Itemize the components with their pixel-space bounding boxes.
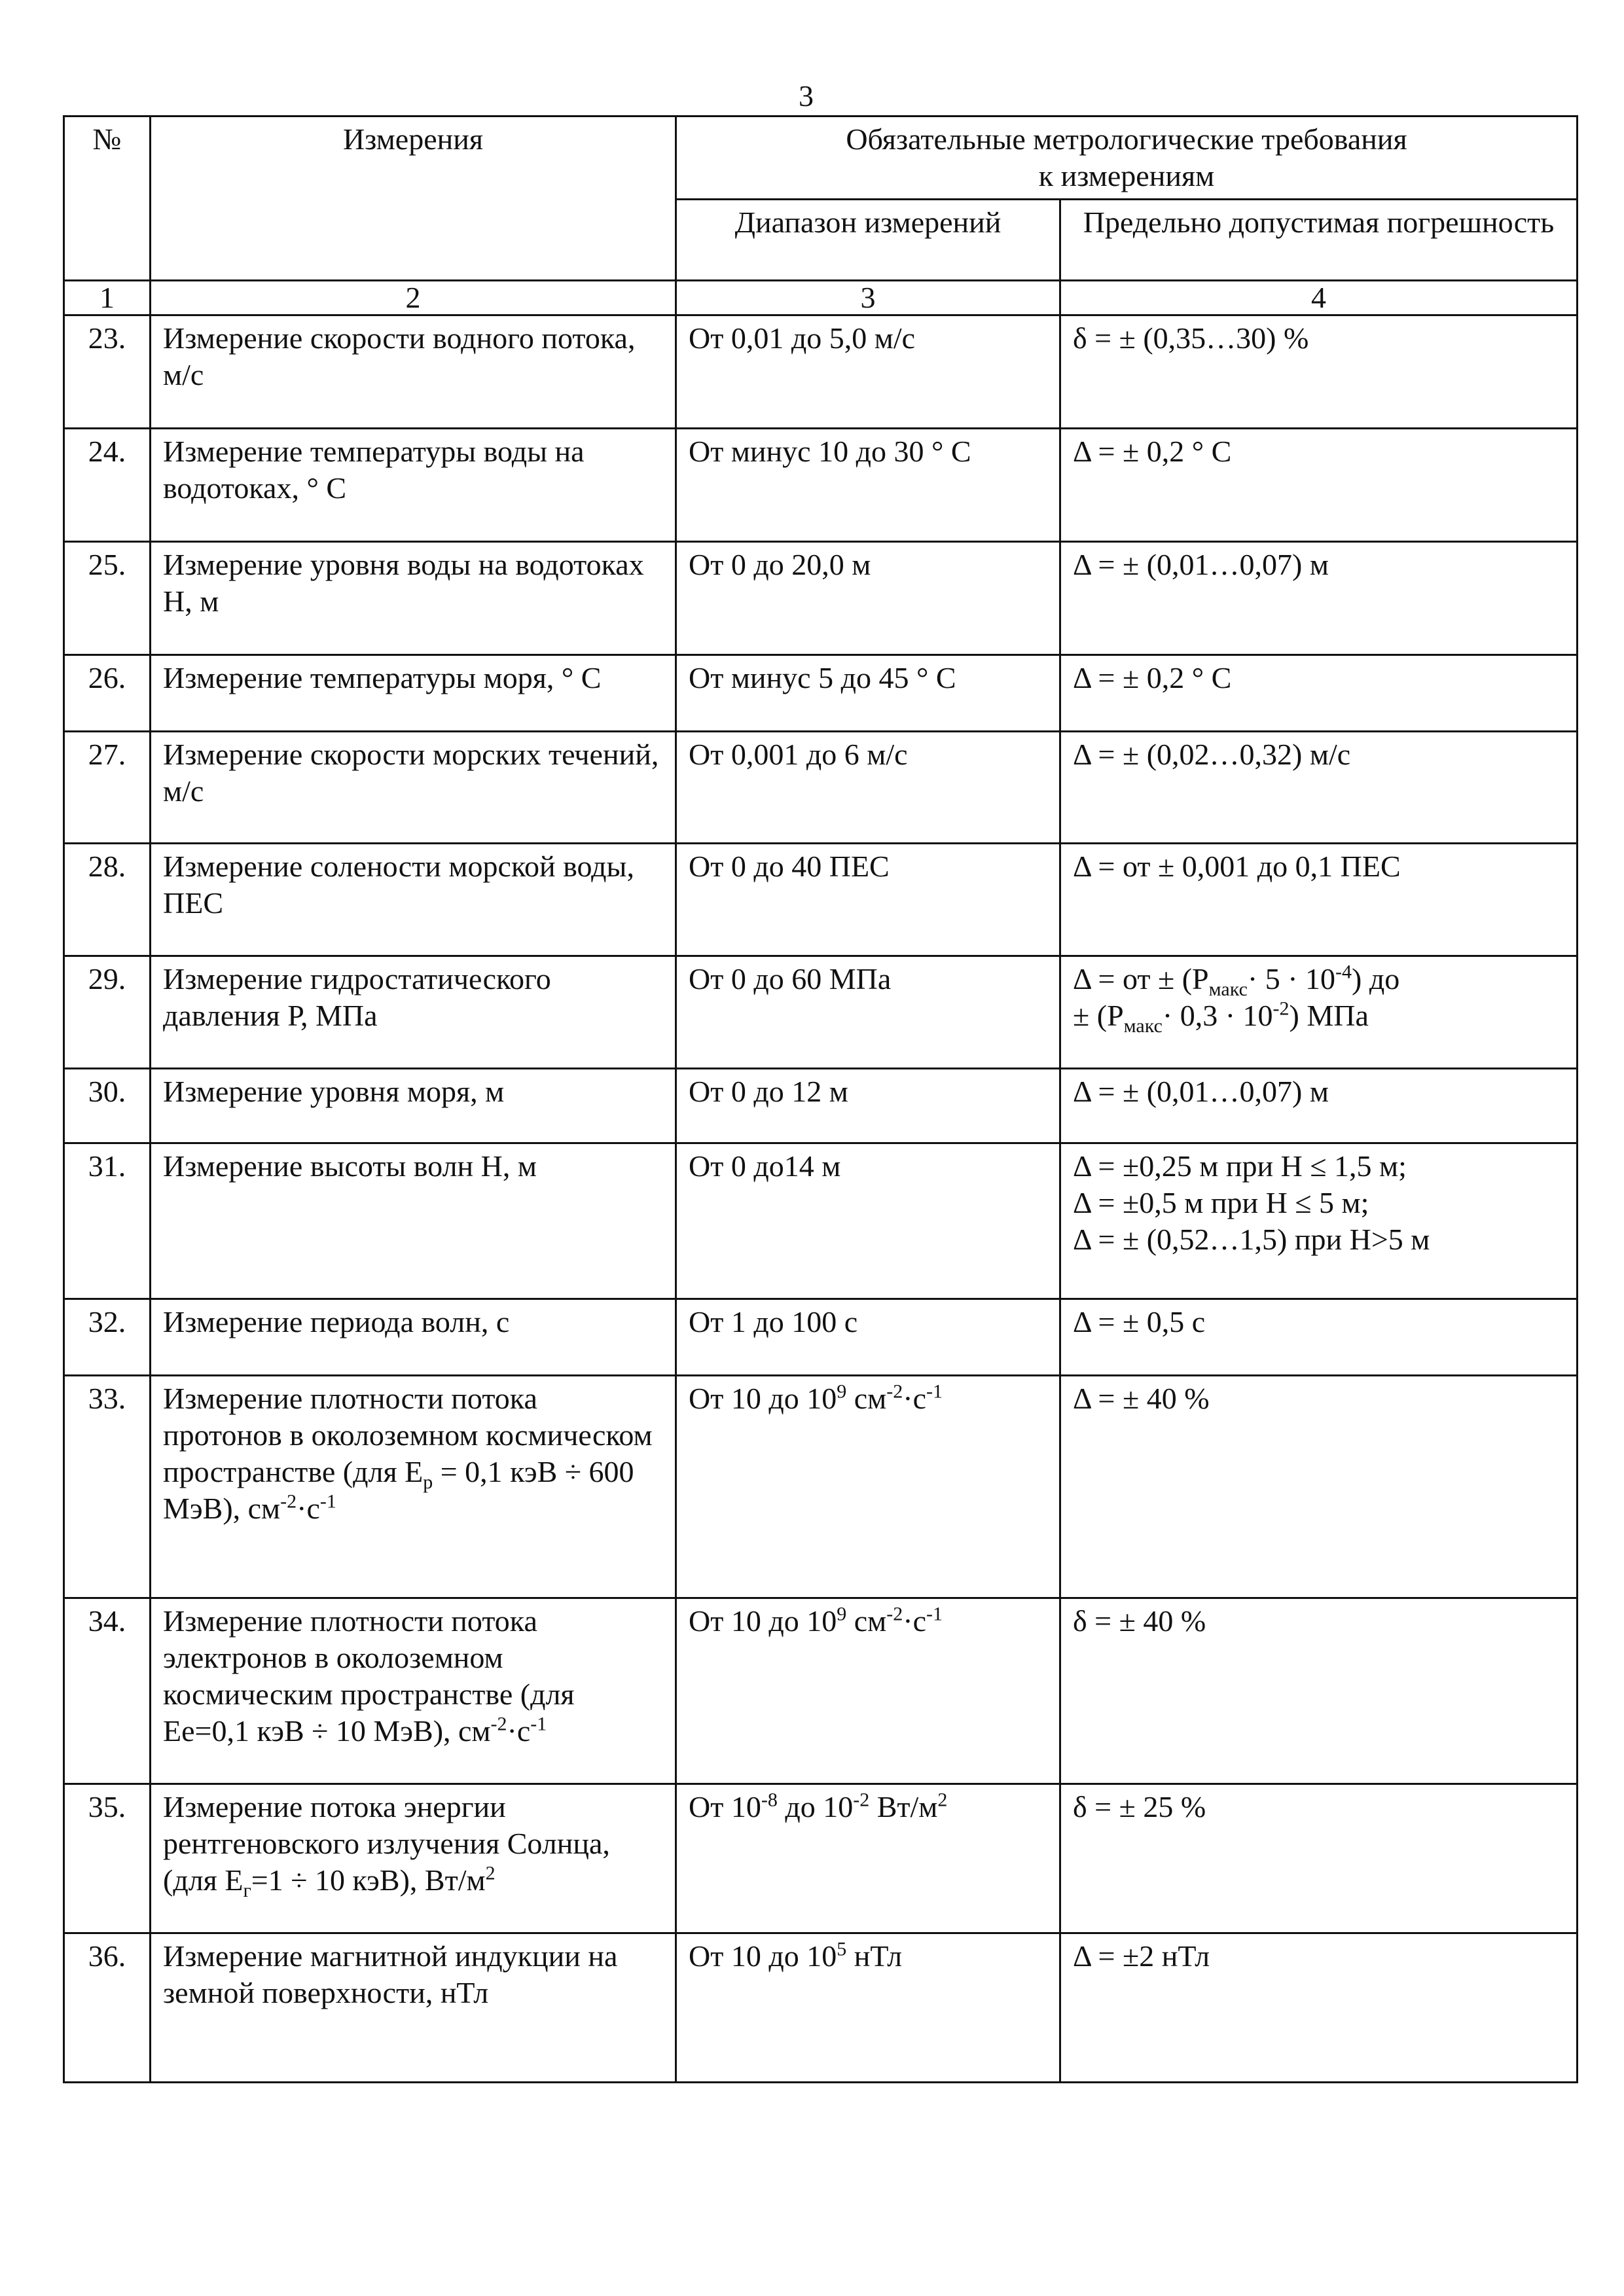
error-line: Δ = ±0,25 м при Н ≤ 1,5 м;: [1073, 1149, 1407, 1183]
superscript: -2: [280, 1490, 297, 1513]
table-row: [64, 732, 1578, 844]
superscript: 2: [937, 1789, 948, 1811]
error-line: [1073, 997, 1564, 1037]
header-range: Диапазон измерений: [676, 200, 1060, 281]
row-number: 24.: [64, 429, 151, 542]
error-cell: [1060, 1143, 1578, 1299]
error-cell: Δ = ± 0,2 ° С: [1060, 429, 1578, 542]
error-text: · 0,3 · 10: [1162, 999, 1273, 1032]
measurement-cell: Измерение уровня моря, м: [151, 1069, 676, 1143]
superscript: 5: [837, 1938, 847, 1960]
range-cell: От минус 5 до 45 ° С: [676, 655, 1060, 732]
measurement-cell: Измерение температуры моря, ° С: [151, 655, 676, 732]
error-line: Δ = ±0,5 м при Н ≤ 5 м;: [1073, 1186, 1369, 1219]
header-requirements-line1: Обязательные метрологические требования: [846, 122, 1407, 156]
measurement-text: ·с: [297, 1492, 320, 1525]
range-cell: [676, 1784, 1060, 1933]
row-number: 28.: [64, 844, 151, 956]
range-text: От 10 до 10: [689, 1604, 837, 1638]
row-number: 30.: [64, 1069, 151, 1143]
row-number: 29.: [64, 956, 151, 1069]
range-cell: От 0 до 20,0 м: [676, 542, 1060, 655]
row-number: 33.: [64, 1376, 151, 1598]
row-number: 36.: [64, 1933, 151, 2083]
superscript: -1: [926, 1380, 943, 1403]
range-cell: От 1 до 100 с: [676, 1299, 1060, 1376]
table-row: [64, 1598, 1578, 1784]
measurement-cell: Измерение магнитной индукции на земной поверхности, нТл: [151, 1933, 676, 2083]
superscript: -4: [1335, 961, 1352, 983]
superscript: 9: [837, 1603, 847, 1625]
range-text: до 10: [777, 1790, 854, 1823]
measurement-text: ·с: [507, 1714, 531, 1748]
superscript: 9: [837, 1380, 847, 1403]
measurement-cell: Измерение уровня воды на водотоках Н, м: [151, 542, 676, 655]
row-number: 31.: [64, 1143, 151, 1299]
range-cell: От 0,001 до 6 м/с: [676, 732, 1060, 844]
range-cell: От 0,01 до 5,0 м/с: [676, 315, 1060, 429]
measurement-text: = 0,1 кэВ ÷ 600 МэВ), см: [163, 1455, 634, 1525]
table-row: [64, 542, 1578, 655]
error-cell: Δ = от ± 0,001 до 0,1 ПЕС: [1060, 844, 1578, 956]
superscript: -2: [886, 1380, 903, 1403]
row-number: 26.: [64, 655, 151, 732]
range-cell: От 0 до 12 м: [676, 1069, 1060, 1143]
subscript: р: [423, 1471, 433, 1494]
error-line: Δ = ± (0,52…1,5) при Н>5 м: [1073, 1223, 1430, 1256]
page-number: 3: [799, 79, 814, 113]
error-cell: Δ = ±2 нТл: [1060, 1933, 1578, 2083]
column-number: 2: [151, 281, 676, 315]
table-row: [64, 1069, 1578, 1143]
header-no: №: [64, 117, 151, 281]
table-row: [64, 1143, 1578, 1299]
error-cell: Δ = ± (0,01…0,07) м: [1060, 1069, 1578, 1143]
measurement-cell: Измерение солености морской воды, ПЕС: [151, 844, 676, 956]
header-requirements: [676, 117, 1578, 200]
measurement-cell: Измерение гидростатического давления Р, МПа: [151, 956, 676, 1069]
subscript: г: [243, 1880, 251, 1902]
row-number: 25.: [64, 542, 151, 655]
superscript: -1: [530, 1713, 547, 1735]
range-text: см: [846, 1382, 887, 1415]
table-row: [64, 1933, 1578, 2083]
error-text: ) МПа: [1289, 999, 1369, 1032]
row-number: 23.: [64, 315, 151, 429]
superscript: 2: [485, 1862, 496, 1884]
superscript: -8: [761, 1789, 778, 1811]
range-cell: [676, 1933, 1060, 2083]
superscript: -1: [926, 1603, 943, 1625]
error-cell: [1060, 956, 1578, 1069]
error-cell: δ = ± (0,35…30) %: [1060, 315, 1578, 429]
column-number: 4: [1060, 281, 1578, 315]
error-text: ) до: [1352, 962, 1400, 996]
range-text: От 10: [689, 1790, 761, 1823]
error-text: Δ = от ± (Р: [1073, 962, 1209, 996]
table-row: [64, 844, 1578, 956]
superscript: -2: [1272, 997, 1290, 1020]
measurement-cell: Измерение высоты волн Н, м: [151, 1143, 676, 1299]
table-row: [64, 315, 1578, 429]
measurement-cell: Измерение температуры воды на водотоках, ° С: [151, 429, 676, 542]
range-cell: От 0 до 60 МПа: [676, 956, 1060, 1069]
measurement-cell: [151, 1784, 676, 1933]
superscript: -2: [490, 1713, 507, 1735]
measurement-text: Измерение плотности потока электронов в околоземном космическим пространстве (для Ее=0,1 кэВ ÷ 10 МэВ), см: [163, 1604, 575, 1748]
table-row: [64, 1784, 1578, 1933]
error-cell: Δ = ± 40 %: [1060, 1376, 1578, 1598]
row-number: 34.: [64, 1598, 151, 1784]
header-requirements-line2: к измерениям: [1038, 159, 1215, 192]
row-number: 27.: [64, 732, 151, 844]
measurement-text: Измерение потока энергии рентгеновского излучения Солнца, (для Е: [163, 1790, 610, 1897]
table-row: [64, 429, 1578, 542]
error-cell: Δ = ± 0,5 с: [1060, 1299, 1578, 1376]
range-text: От 10 до 10: [689, 1939, 837, 1973]
range-text: Вт/м: [869, 1790, 938, 1823]
table-row: [64, 1376, 1578, 1598]
row-number: 32.: [64, 1299, 151, 1376]
error-line: [1073, 961, 1564, 1001]
row-number: 35.: [64, 1784, 151, 1933]
header-measurements: Измерения: [151, 117, 676, 281]
table-row: [64, 655, 1578, 732]
range-text: нТл: [846, 1939, 903, 1973]
range-text: ·с: [903, 1604, 927, 1638]
measurement-cell: Измерение скорости морских течений, м/с: [151, 732, 676, 844]
error-text: · 5 · 10: [1247, 962, 1336, 996]
range-cell: От минус 10 до 30 ° С: [676, 429, 1060, 542]
superscript: -2: [853, 1789, 870, 1811]
measurement-cell: Измерение периода волн, с: [151, 1299, 676, 1376]
column-number: 1: [64, 281, 151, 315]
table-row: [64, 956, 1578, 1069]
range-cell: [676, 1376, 1060, 1598]
error-text: ± (Р: [1073, 999, 1124, 1032]
measurement-cell: [151, 1376, 676, 1598]
error-cell: Δ = ± (0,01…0,07) м: [1060, 542, 1578, 655]
range-text: От 10 до 10: [689, 1382, 837, 1415]
requirements-table: [63, 115, 1578, 2083]
column-number: 3: [676, 281, 1060, 315]
range-cell: От 0 до 40 ПЕС: [676, 844, 1060, 956]
superscript: -2: [886, 1603, 903, 1625]
range-cell: [676, 1598, 1060, 1784]
table-row: [64, 1299, 1578, 1376]
error-cell: δ = ± 40 %: [1060, 1598, 1578, 1784]
header-error: Предельно допустимая погрешность: [1060, 200, 1578, 281]
measurement-cell: Измерение скорости водного потока, м/с: [151, 315, 676, 429]
error-cell: Δ = ± (0,02…0,32) м/с: [1060, 732, 1578, 844]
range-text: ·с: [903, 1382, 927, 1415]
error-cell: Δ = ± 0,2 ° С: [1060, 655, 1578, 732]
range-cell: От 0 до14 м: [676, 1143, 1060, 1299]
measurement-cell: [151, 1598, 676, 1784]
measurement-text: Измерение плотности потока протонов в околоземном космическом пространстве (для Е: [163, 1382, 653, 1488]
subscript: макс: [1123, 1015, 1163, 1037]
subscript: макс: [1208, 978, 1248, 1001]
superscript: -1: [319, 1490, 336, 1513]
error-cell: δ = ± 25 %: [1060, 1784, 1578, 1933]
range-text: см: [846, 1604, 887, 1638]
measurement-text: =1 ÷ 10 кэВ), Вт/м: [251, 1863, 486, 1897]
